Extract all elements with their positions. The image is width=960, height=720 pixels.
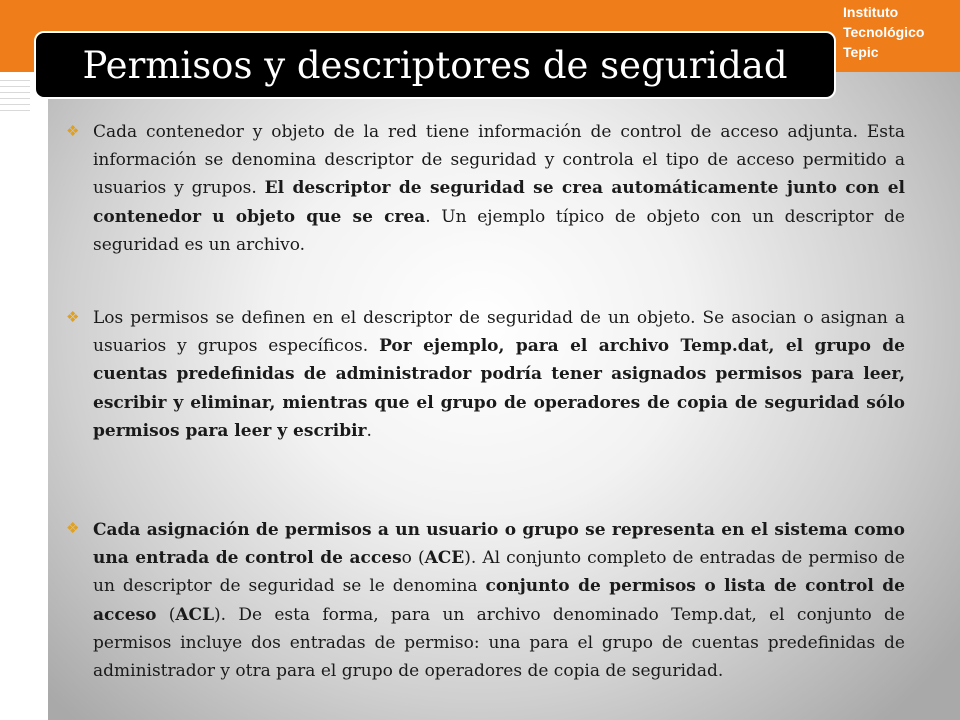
left-margin-strip (0, 72, 48, 720)
text-span: Los permisos se definen en el descriptor de seguridad de un objeto. Se asocian o asignan a usuarios y grupos específicos. (93, 308, 905, 357)
institute-line: Tepic (843, 44, 879, 60)
diamond-star-icon: ❖ (66, 308, 80, 326)
bold-span: ACE (424, 548, 465, 569)
institute-line: Instituto (843, 4, 899, 20)
institute-name (843, 2, 958, 62)
paragraph-3 (93, 516, 905, 685)
paragraph-1 (93, 118, 905, 259)
bold-span: ACL (175, 604, 215, 625)
decorative-lines (0, 80, 30, 116)
text-span: ). De esta forma, para un archivo denominado Temp.dat, el conjunto de permisos incluye dos entradas de permiso: una para el grupo de cuentas predefinidas de administrador y otra para el grupo de operadores de copia de seguridad. (93, 604, 905, 682)
diamond-star-icon: ❖ (66, 519, 80, 537)
bold-span: conjunto de permisos o lista de control de acceso (93, 576, 905, 625)
text-span: ( (156, 604, 176, 625)
bold-span: Cada asignación de permisos a un usuario o grupo se representa en el sistema como una entrada de control de acces (93, 520, 905, 569)
title-box (34, 31, 836, 99)
bold-span: El descriptor de seguridad se crea automáticamente junto con el contenedor u objeto que se crea (93, 178, 905, 227)
paragraph-2 (93, 304, 905, 445)
text-span: o ( (401, 548, 425, 569)
diamond-star-icon: ❖ (66, 122, 80, 140)
text-span: . Un ejemplo típico de objeto con un descriptor de seguridad es un archivo. (93, 206, 905, 255)
text-span: . (366, 420, 372, 441)
slide-title: Permisos y descriptores de seguridad (82, 43, 788, 87)
institute-line: Tecnológico (843, 24, 925, 40)
text-span: Cada contenedor y objeto de la red tiene información de control de acceso adjunta. Esta información se denomina descriptor de seguridad y controla el tipo de acceso permitido a usuarios y grupos. (93, 122, 905, 199)
bold-span: Por ejemplo, para el archivo Temp.dat, el grupo de cuentas predefinidas de administrador podría tener asignados permisos para leer, escribir y eliminar, mientras que el grupo de operadores de copia de seguridad sólo permisos para leer y escribir (93, 336, 905, 441)
text-span: ). Al conjunto completo de entradas de permiso de un descriptor de seguridad se le denomina (93, 548, 905, 597)
